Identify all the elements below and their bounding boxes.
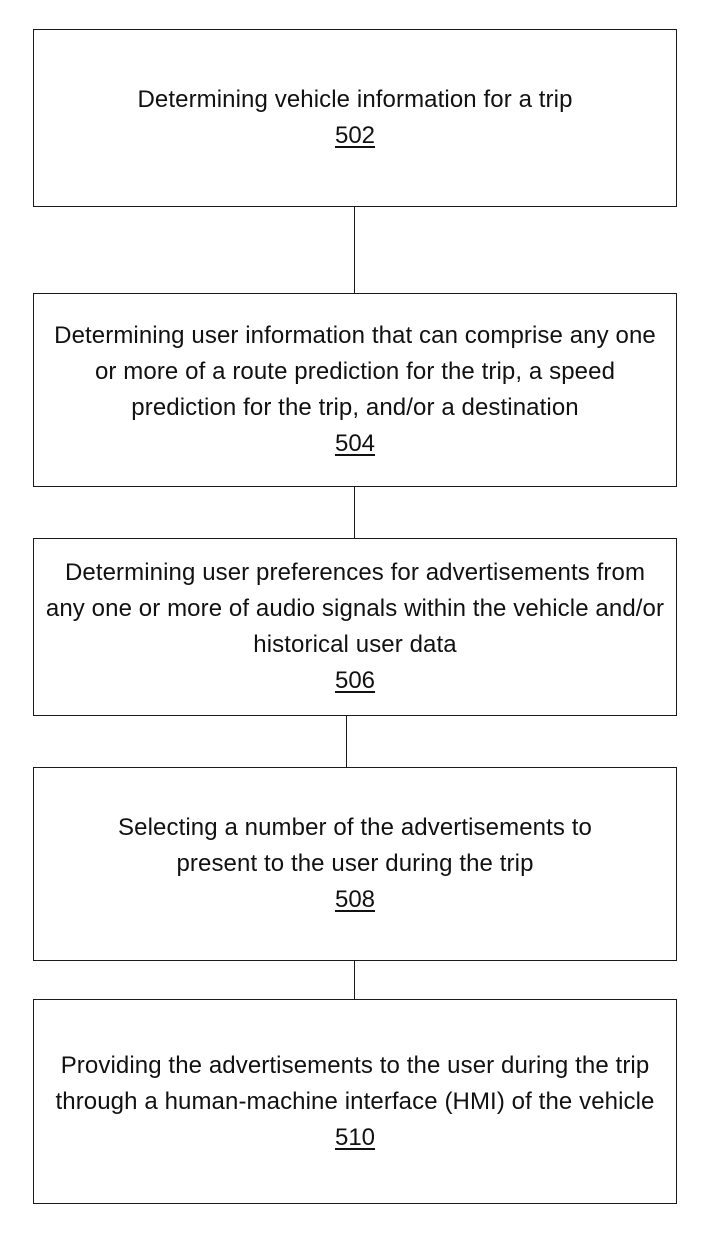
- step-ref-508: 508: [334, 886, 376, 913]
- step-text-502: Determining vehicle information for a trip: [137, 86, 573, 113]
- step-text-508: Selecting a number of the advertisements to present to the user during the trip: [118, 814, 592, 877]
- step-ref-502: 502: [334, 122, 376, 149]
- connector-504-506: [354, 487, 355, 538]
- step-ref-506: 506: [334, 667, 376, 694]
- step-box-508: [33, 767, 677, 961]
- connector-506-508: [346, 716, 347, 767]
- step-text-510: Providing the advertisements to the user during the trip through a human-machine interface (HMI) of the vehicle: [55, 1051, 655, 1115]
- step-box-504: [33, 293, 677, 487]
- step-text-504: Determining user information that can comprise any one or more of a route prediction for the trip, a speed prediction for the trip, and/or a destination: [54, 322, 656, 421]
- step-text-506: Determining user preferences for advertisements from any one or more of audio signals within the vehicle and/or historical user data: [45, 559, 665, 658]
- step-ref-504: 504: [334, 430, 376, 457]
- connector-502-504: [354, 207, 355, 293]
- step-box-502: [33, 29, 677, 207]
- step-box-506: [33, 538, 677, 716]
- step-box-510: [33, 999, 677, 1204]
- connector-508-510: [354, 961, 355, 999]
- step-ref-510: 510: [334, 1123, 376, 1151]
